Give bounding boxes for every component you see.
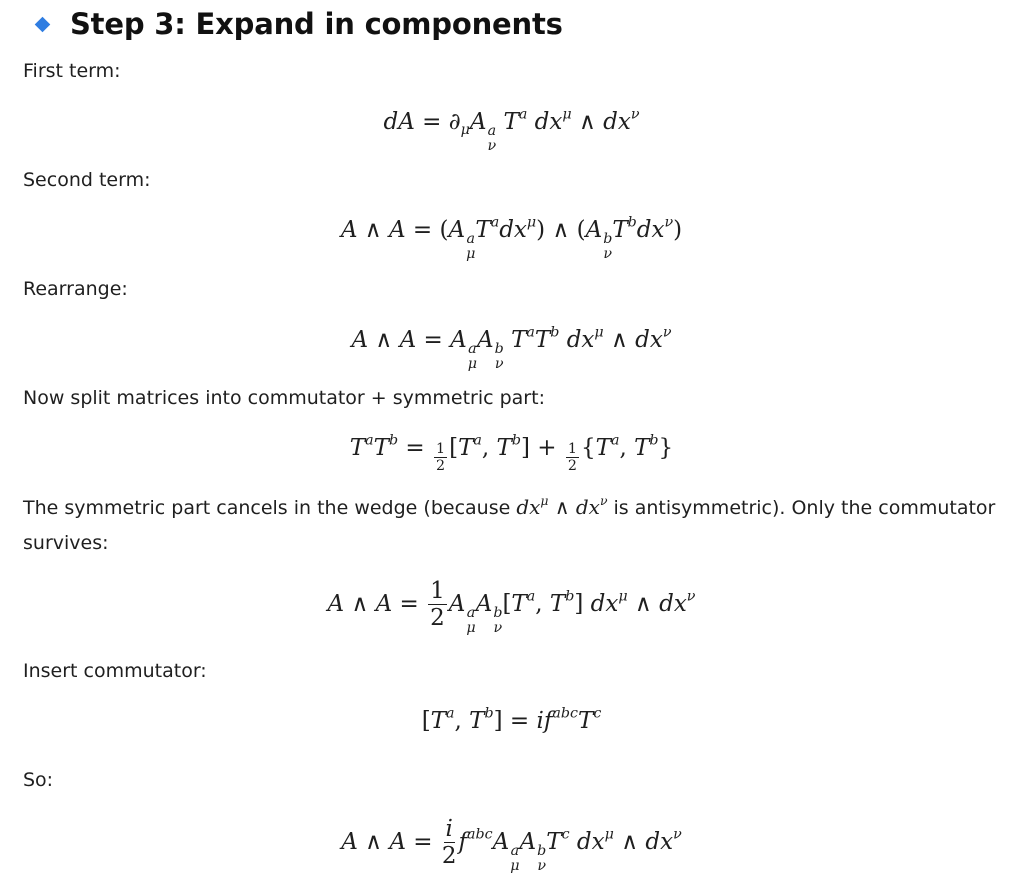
equation-commutator: [$T^a$, $T^b] = if^{abc}T^c$ [421,705,602,734]
equation-commutator-form: A ∧ A = $\frac{1}{2}$ A a μ A b ν [$T^a$, $T^b$] $dx^\mu$ ∧ $dx^\nu$ [327,578,696,636]
cancel-text-part2: is antisymmetric). Only the commutator [607,497,996,519]
first-term-label: First term: [23,60,121,82]
equation-split: $T^aT^b$ = $\frac{1}{2}$ [$T^a$, $T^b$] + $\frac{1}{2}$ {$T^a$, $T^b$} [349,432,674,475]
second-term-label: Second term: [23,169,151,191]
inline-math-wedge: $dx^\mu$ ∧ $dx^\nu$ [516,493,608,519]
heading-text: Step 3: Expand in components [70,7,563,41]
split-label: Now split matrices into commutator + symmetric part: [23,387,545,409]
equation-rearrange: A ∧ A = A a μ A b ν $T^aT^b$ $dx^\mu$ ∧ $dx^\nu$ [351,324,672,372]
insert-label: Insert commutator: [23,660,207,682]
cancel-text-line2: survives: [23,532,109,554]
rearrange-label: Rearrange: [23,278,128,300]
equation-first-term: dA = $\partial_\mu A$ a ν $T^a$ $dx^\mu$ ∧ $dx^\nu$ [383,106,640,154]
section-heading [34,2,563,46]
diamond-bullet-icon [35,16,51,32]
equation-final: A ∧ A = $\frac{i}{2}$ $f^{abc}A$ a μ A b ν $T^c$ $dx^\mu$ ∧ $dx^\nu$ [341,816,682,874]
cancel-text-part1: The symmetric part cancels in the wedge (because [23,497,517,519]
equation-second-term: A ∧ A = (A a μ $T^adx^\mu$) ∧ (A b ν $T^bdx^\nu$) [340,214,683,262]
cancel-text-line1 [23,495,995,520]
so-label: So: [23,769,54,791]
